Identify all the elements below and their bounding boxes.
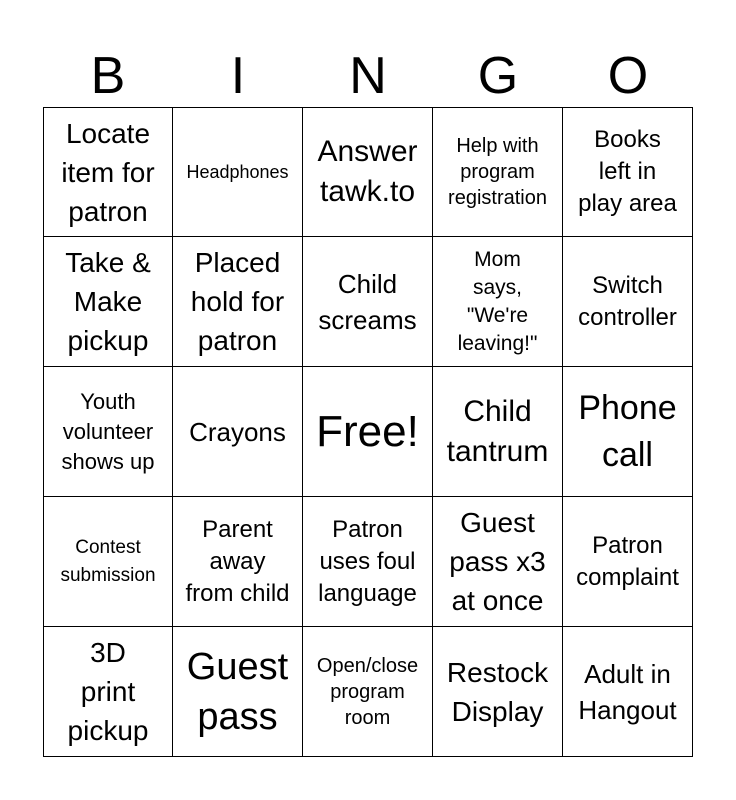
bingo-cell[interactable] — [43, 367, 173, 497]
cell-text: Patron uses foul language — [318, 515, 417, 607]
bingo-cell[interactable] — [433, 497, 563, 627]
bingo-cell[interactable] — [433, 627, 563, 757]
bingo-cell[interactable] — [433, 107, 563, 237]
bingo-cell[interactable] — [563, 627, 693, 757]
bingo-cell[interactable] — [43, 237, 173, 367]
cell-text: Youth volunteer shows up — [61, 388, 155, 474]
bingo-board — [43, 107, 693, 757]
bingo-cell[interactable] — [173, 107, 303, 237]
bingo-cell[interactable] — [303, 107, 433, 237]
cell-text: Restock Display — [446, 656, 549, 727]
cell-text: Mom says, "We're leaving!" — [457, 247, 538, 355]
bingo-cell[interactable] — [173, 367, 303, 497]
bingo-cell[interactable] — [303, 627, 433, 757]
bingo-cell[interactable] — [303, 497, 433, 627]
cell-text: Child screams — [318, 268, 417, 335]
header-letter-i: I — [230, 47, 246, 105]
cell-text: Open/close program room — [316, 654, 419, 729]
cell-text: Phone call — [578, 388, 677, 474]
header-letter-o: O — [607, 47, 649, 105]
header-letter-b: B — [90, 47, 126, 105]
cell-text: Books left in play area — [578, 126, 677, 217]
cell-text: Parent away from child — [185, 515, 290, 607]
cell-text: Patron complaint — [576, 531, 679, 591]
bingo-cell[interactable] — [173, 497, 303, 627]
header-letter-n: N — [349, 47, 387, 105]
bingo-cell[interactable] — [433, 367, 563, 497]
bingo-header — [43, 45, 693, 107]
cell-text: Crayons — [189, 416, 286, 447]
cell-text: Adult in Hangout — [578, 658, 677, 725]
cell-text: Help with program registration — [448, 135, 547, 209]
bingo-cell[interactable] — [433, 237, 563, 367]
header-letter-g: G — [477, 47, 519, 105]
bingo-cell[interactable] — [43, 107, 173, 237]
bingo-cell[interactable] — [563, 107, 693, 237]
bingo-cell[interactable] — [173, 237, 303, 367]
bingo-cell[interactable] — [303, 237, 433, 367]
bingo-cell[interactable] — [563, 237, 693, 367]
cell-text: Guest pass x3 at once — [449, 507, 546, 616]
bingo-cell[interactable] — [563, 497, 693, 627]
cell-text: Guest pass — [186, 645, 289, 738]
bingo-cell[interactable] — [43, 627, 173, 757]
cell-text: Headphones — [186, 162, 289, 182]
cell-text: 3D print pickup — [67, 637, 149, 746]
cell-text: Take & Make pickup — [65, 247, 151, 356]
bingo-cell[interactable] — [563, 367, 693, 497]
cell-text: Locate item for patron — [61, 117, 155, 227]
bingo-cell[interactable] — [303, 367, 433, 497]
bingo-cell[interactable] — [173, 627, 303, 757]
cell-text: Contest submission — [60, 536, 156, 586]
cell-text: Answer tawk.to — [317, 135, 418, 208]
bingo-cell[interactable] — [43, 497, 173, 627]
cell-text: Placed hold for patron — [190, 247, 285, 356]
cell-text: Child tantrum — [446, 394, 549, 468]
free-space: Free! — [316, 406, 419, 456]
cell-text: Switch controller — [578, 271, 677, 331]
